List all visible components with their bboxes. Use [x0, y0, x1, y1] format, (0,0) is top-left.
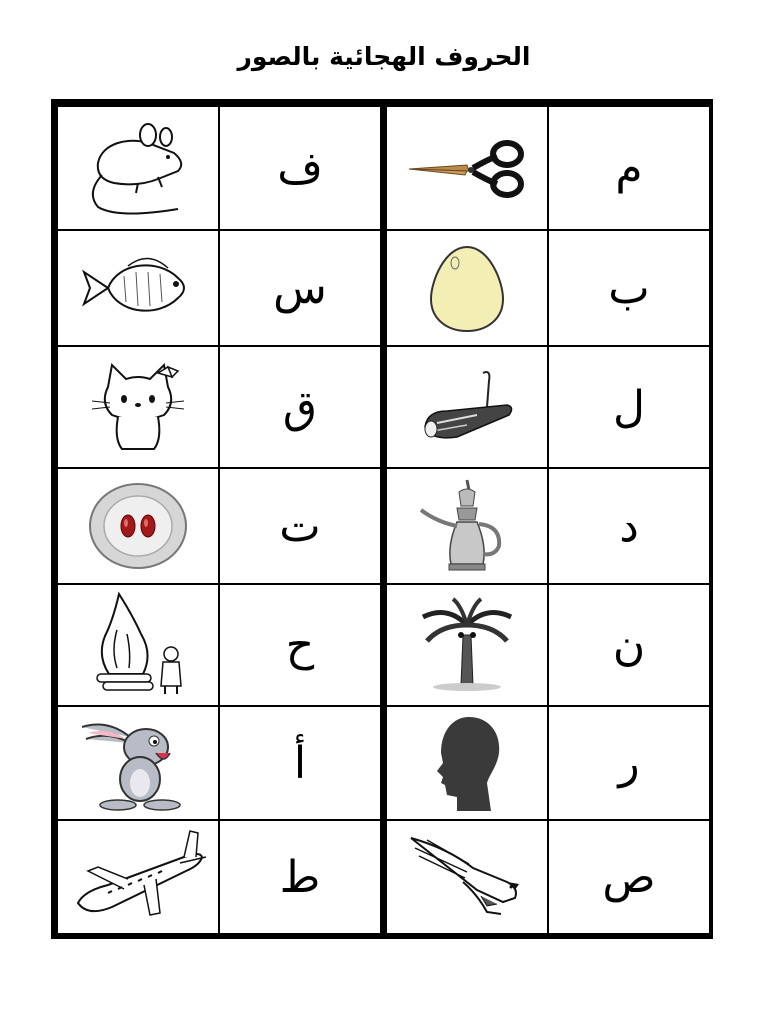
letter-cell [548, 820, 710, 934]
picture-cell [57, 820, 219, 934]
table-row [386, 820, 710, 934]
letter: ب [608, 262, 650, 314]
head-silhouette-icon [427, 713, 507, 813]
picture-cell [386, 468, 548, 584]
letter: أ [293, 737, 307, 789]
letter: ص [602, 851, 656, 903]
table-row [386, 468, 710, 584]
table-row [386, 230, 710, 346]
letter: ط [279, 851, 321, 903]
table-row [57, 106, 381, 230]
falcon-icon [407, 832, 527, 922]
picture-cell [386, 346, 548, 468]
letter-cell [219, 106, 381, 230]
letter-cell [219, 706, 381, 820]
cat-icon [88, 357, 188, 457]
letter-cell [219, 468, 381, 584]
table-row [57, 820, 381, 934]
picture-cell [57, 106, 219, 230]
letter-cell [219, 820, 381, 934]
table-row [386, 706, 710, 820]
picture-cell [386, 820, 548, 934]
picture-cell [57, 346, 219, 468]
letter: ن [612, 619, 646, 671]
dates-plate-icon [88, 481, 188, 571]
letter: ر [618, 737, 640, 789]
letter-cell [548, 706, 710, 820]
coffee-pot-icon [417, 476, 517, 576]
right-column [385, 105, 711, 933]
picture-cell [386, 230, 548, 346]
letter-cell [548, 346, 710, 468]
egg-icon [427, 243, 507, 333]
fish-icon [78, 248, 198, 328]
picture-cell [386, 106, 548, 230]
letters-table [51, 99, 713, 939]
letter-cell [548, 468, 710, 584]
table-row [57, 346, 381, 468]
campfire-icon [83, 590, 193, 700]
table-row [386, 584, 710, 706]
mouse-icon [78, 113, 198, 223]
letter-cell [548, 230, 710, 346]
letter: س [273, 262, 327, 314]
meat-icon [417, 367, 517, 447]
letter: ف [277, 142, 323, 194]
left-column [56, 105, 382, 933]
table-row [57, 230, 381, 346]
letter-cell [219, 584, 381, 706]
letter: ق [282, 381, 318, 433]
letter-cell [548, 106, 710, 230]
page-title: الحروف الهجائية بالصور [237, 42, 531, 71]
letter-cell [219, 230, 381, 346]
letter: ل [613, 381, 645, 433]
picture-cell [57, 706, 219, 820]
scissors-icon [407, 138, 527, 198]
letter: ت [279, 500, 321, 552]
table-row [386, 106, 710, 230]
letter-cell [219, 346, 381, 468]
palm-tree-icon [417, 595, 517, 695]
table-row [57, 584, 381, 706]
picture-cell [57, 468, 219, 584]
letter: م [615, 142, 643, 194]
letter: د [619, 500, 639, 552]
picture-cell [57, 584, 219, 706]
letter: ح [285, 619, 315, 671]
picture-cell [386, 706, 548, 820]
table-row [57, 468, 381, 584]
picture-cell [57, 230, 219, 346]
rabbit-icon [78, 713, 198, 813]
table-row [57, 706, 381, 820]
picture-cell [386, 584, 548, 706]
airplane-icon [68, 827, 208, 927]
letter-cell [548, 584, 710, 706]
table-row [386, 346, 710, 468]
